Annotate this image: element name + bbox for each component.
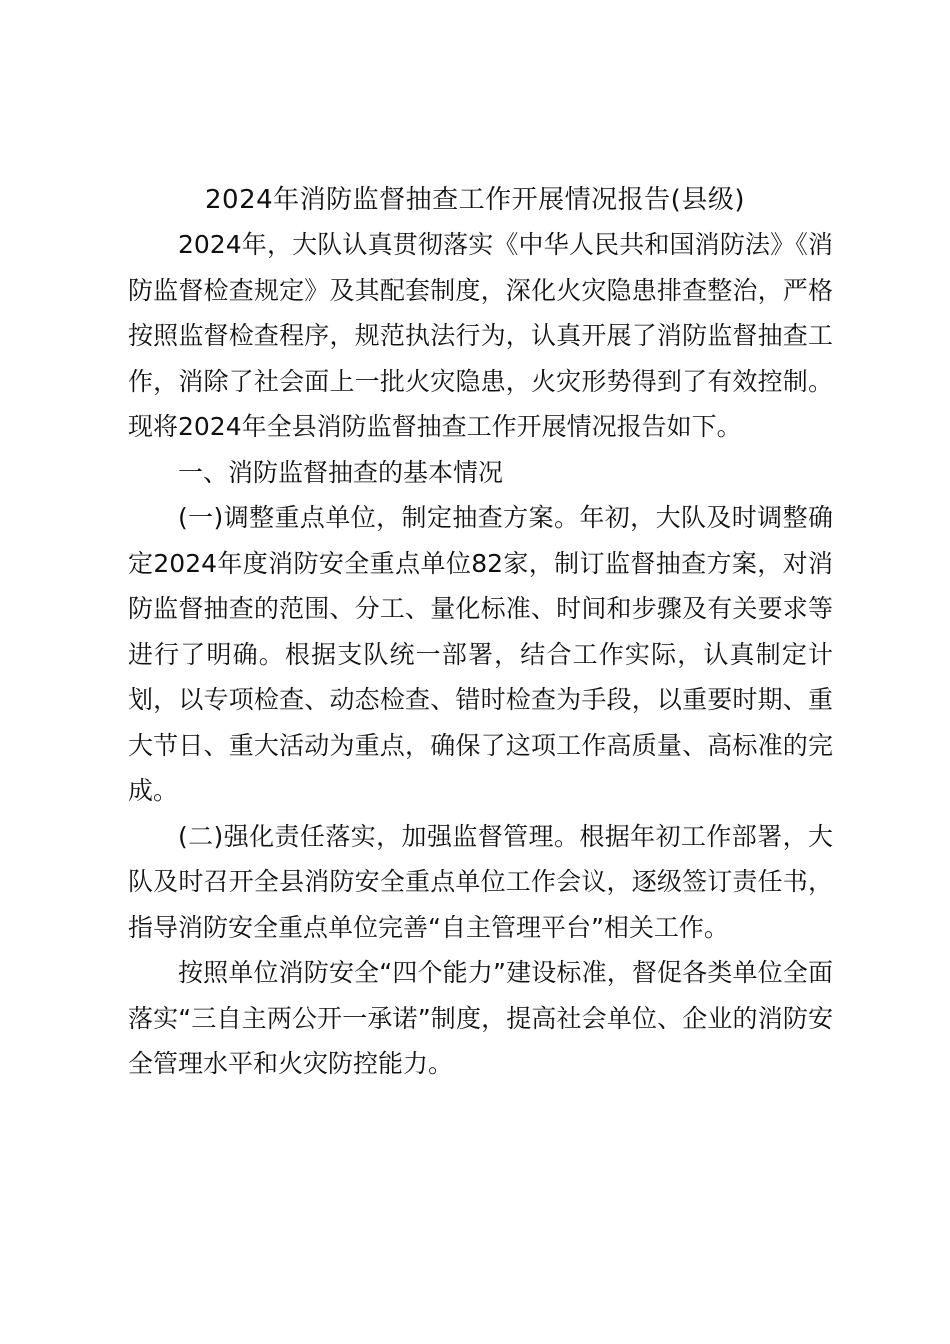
paragraph-strengthen-responsibility: (二)强化责任落实，加强监督管理。根据年初工作部署，大队及时召开全县消防安全重点单位工作会议，逐级签订责任书，指导消防安全重点单位完善“自主管理平台”相关工作。 xyxy=(128,821,833,942)
section-heading-basic-situation: 一、消防监督抽查的基本情况 xyxy=(178,457,504,487)
paragraph-intro: 2024年，大队认真贯彻落实《中华人民共和国消防法》《消防监督检查规定》及其配套制度，深化火灾隐患排查整治，严格按照监督检查程序，规范执法行为，认真开展了消防监督抽查工作，消除了社会面上一批火灾隐患，火灾形势得到了有效控制。现将2024年全县消防监督抽查工作开展情况报告如下。 xyxy=(128,230,833,441)
paragraph-adjust-key-units: (一)调整重点单位，制定抽查方案。年初，大队及时调整确定2024年度消防安全重点单位82家，制订监督抽查方案，对消防监督抽查的范围、分工、量化标准、时间和步骤及有关要求等进行了明确。根据支队统一部署，结合工作实际，认真制定计划，以专项检查、动态检查、错时检查为手段，以重要时期、重大节日、重大活动为重点，确保了这项工作高质量、高标准的完成。 xyxy=(128,503,833,805)
paragraph-four-capabilities: 按照单位消防安全“四个能力”建设标准，督促各类单位全面落实“三自主两公开一承诺”制度，提高社会单位、企业的消防安全管理水平和火灾防控能力。 xyxy=(128,958,833,1078)
document-body xyxy=(128,222,833,1087)
document-title: 2024年消防监督抽查工作开展情况报告(县级) xyxy=(205,185,745,215)
